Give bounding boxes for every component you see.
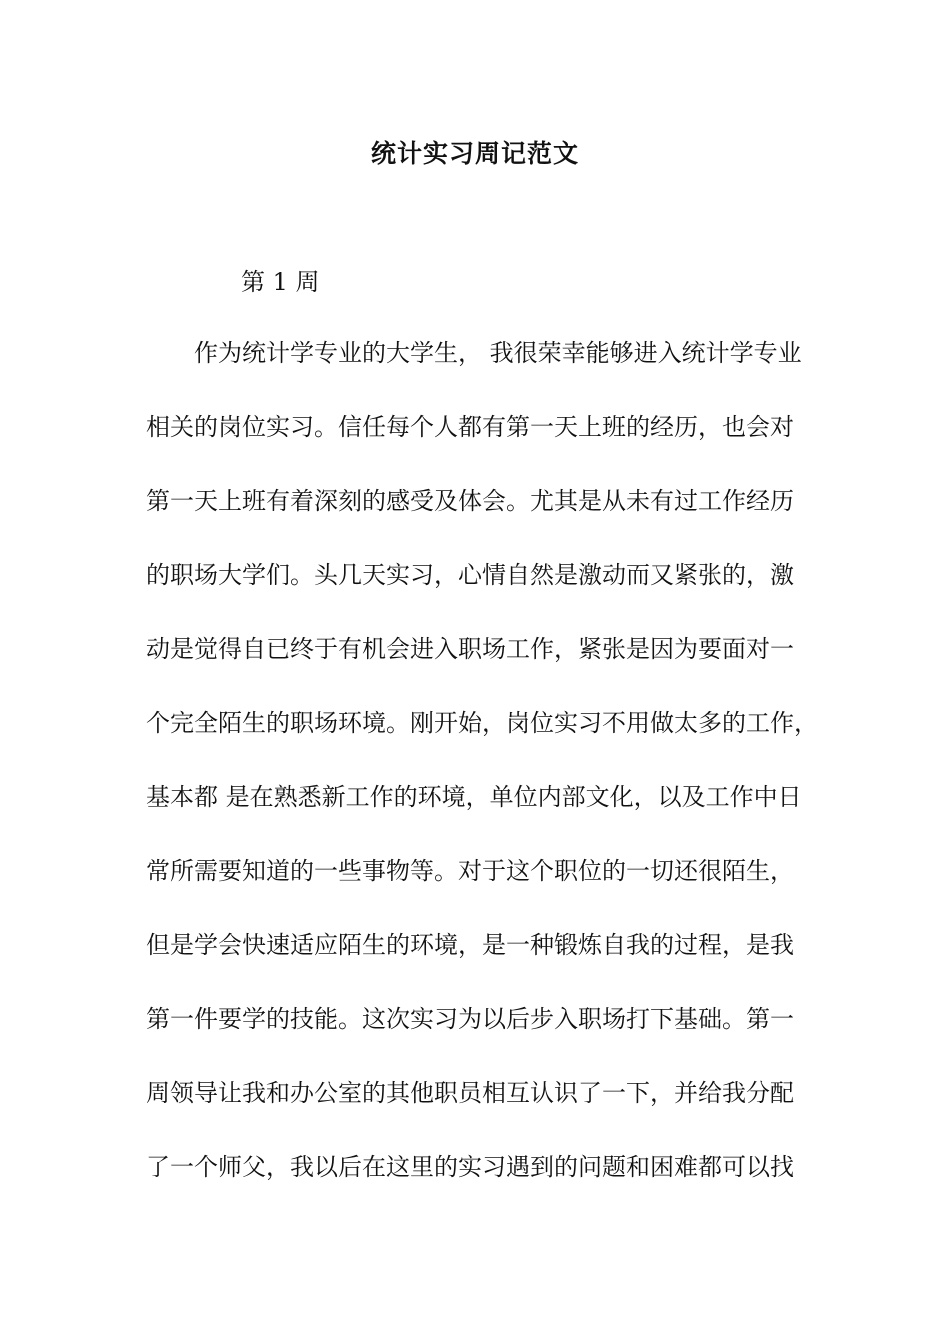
paragraph-line: 第一件要学的技能。这次实习为以后步入职场打下基础。第一 xyxy=(146,1005,794,1033)
paragraph-line: 了一个师父，我以后在这里的实习遇到的问题和困难都可以找 xyxy=(146,1153,794,1181)
paragraph-line: 相关的岗位实习。信任每个人都有第一天上班的经历，也会对 xyxy=(146,413,794,441)
body-paragraph xyxy=(146,334,826,1222)
paragraph-line: 的职场大学们。头几天实习，心情自然是激动而又紧张的，激 xyxy=(146,561,794,589)
paragraph-line: 作为统计学专业的大学生， 我很荣幸能够进入统计学专业 xyxy=(194,339,802,367)
document-title: 统计实习周记范文 xyxy=(370,139,579,168)
week-heading: 第 1 周 xyxy=(241,268,320,296)
paragraph-line: 动是觉得自已终于有机会进入职场工作，紧张是因为要面对一 xyxy=(146,635,794,663)
paragraph-line: 周领导让我和办公室的其他职员相互认识了一下，并给我分配 xyxy=(146,1079,794,1107)
paragraph-line: 但是学会快速适应陌生的环境，是一种锻炼自我的过程，是我 xyxy=(146,931,794,959)
paragraph-line: 第一天上班有着深刻的感受及体会。尤其是从未有过工作经历 xyxy=(146,487,794,515)
paragraph-line: 常所需要知道的一些事物等。对于这个职位的一切还很陌生， xyxy=(146,857,794,885)
paragraph-line: 基本都 是在熟悉新工作的环境，单位内部文化，以及工作中日 xyxy=(146,783,802,811)
paragraph-line: 个完全陌生的职场环境。刚开始，岗位实习不用做太多的工作， xyxy=(146,709,818,737)
